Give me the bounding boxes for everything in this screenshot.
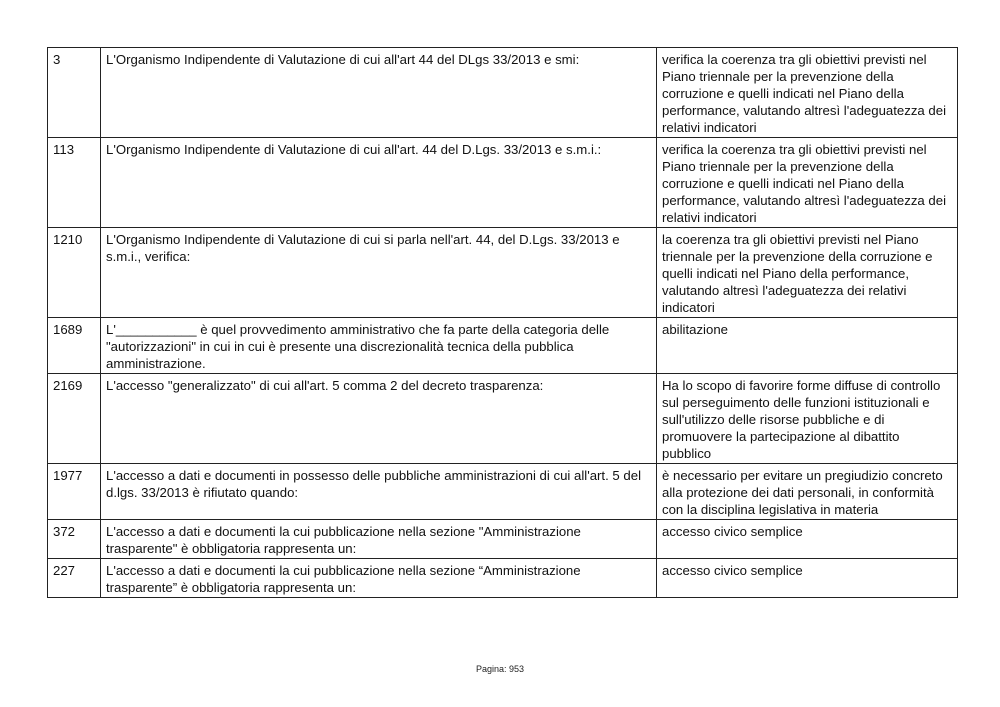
question-id: 1210	[48, 228, 101, 318]
answer-text: Ha lo scopo di favorire forme diffuse di controllo sul perseguimento delle funzioni istituzionali e sull'utilizzo delle risorse pubbliche e di promuovere la partecipazione al dibattito pubblico	[657, 374, 958, 464]
answer-text: verifica la coerenza tra gli obiettivi previsti nel Piano triennale per la prevenzione della corruzione e quelli indicati nel Piano della performance, valutando altresì l'adeguatezza dei relativi indicatori	[657, 138, 958, 228]
question-text: L'Organismo Indipendente di Valutazione di cui si parla nell'art. 44, del D.Lgs. 33/2013 e s.m.i., verifica:	[101, 228, 657, 318]
answer-text: accesso civico semplice	[657, 559, 958, 598]
question-table	[47, 47, 958, 598]
answer-text: la coerenza tra gli obiettivi previsti nel Piano triennale per la prevenzione della corruzione e quelli indicati nel Piano della performance, valutando altresì l'adeguatezza dei relativi indicatori	[657, 228, 958, 318]
table-row	[48, 138, 958, 228]
table-row	[48, 464, 958, 520]
question-text: L'accesso a dati e documenti in possesso delle pubbliche amministrazioni di cui all'art. 5 del d.lgs. 33/2013 è rifiutato quando:	[101, 464, 657, 520]
table-row	[48, 48, 958, 138]
question-text: L'accesso a dati e documenti la cui pubblicazione nella sezione "Amministrazione trasparente" è obbligatoria rappresenta un:	[101, 520, 657, 559]
question-text: L'Organismo Indipendente di Valutazione di cui all'art 44 del DLgs 33/2013 e smi:	[101, 48, 657, 138]
table-row	[48, 318, 958, 374]
answer-text: verifica la coerenza tra gli obiettivi previsti nel Piano triennale per la prevenzione della corruzione e quelli indicati nel Piano della performance, valutando altresì l'adeguatezza dei relativi indicatori	[657, 48, 958, 138]
question-text: L'accesso a dati e documenti la cui pubblicazione nella sezione “Amministrazione trasparente” è obbligatoria rappresenta un:	[101, 559, 657, 598]
question-id: 372	[48, 520, 101, 559]
answer-text: abilitazione	[657, 318, 958, 374]
answer-text: è necessario per evitare un pregiudizio concreto alla protezione dei dati personali, in conformità con la disciplina legislativa in materia	[657, 464, 958, 520]
question-text: L'accesso "generalizzato" di cui all'art. 5 comma 2 del decreto trasparenza:	[101, 374, 657, 464]
table-row	[48, 374, 958, 464]
question-id: 1689	[48, 318, 101, 374]
question-id: 3	[48, 48, 101, 138]
table-row	[48, 520, 958, 559]
question-text: L'Organismo Indipendente di Valutazione di cui all'art. 44 del D.Lgs. 33/2013 e s.m.i.:	[101, 138, 657, 228]
question-text: L'___________ è quel provvedimento amministrativo che fa parte della categoria delle "autorizzazioni" in cui in cui è presente una discrezionalità tecnica della pubblica amministrazione.	[101, 318, 657, 374]
answer-text: accesso civico semplice	[657, 520, 958, 559]
table-row	[48, 559, 958, 598]
question-id: 1977	[48, 464, 101, 520]
question-id: 113	[48, 138, 101, 228]
table-row	[48, 228, 958, 318]
page-number: Pagina: 953	[475, 664, 525, 674]
question-id: 227	[48, 559, 101, 598]
question-id: 2169	[48, 374, 101, 464]
